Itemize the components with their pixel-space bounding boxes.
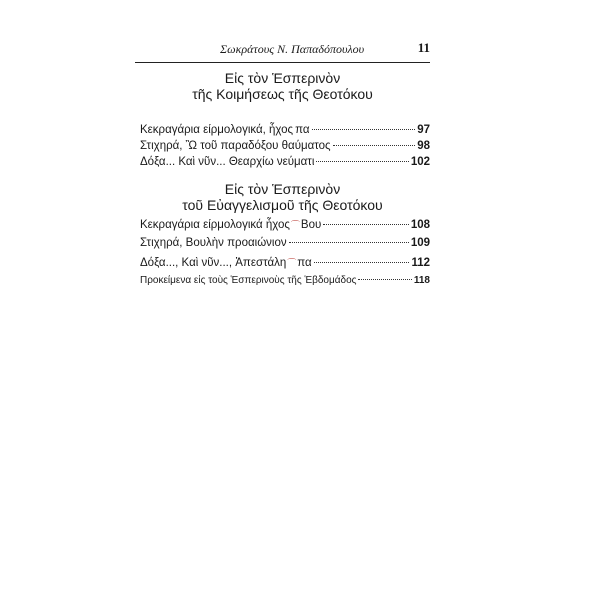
entry-page-number: 102 [410,156,430,168]
dot-leader [333,145,416,146]
dot-leader [316,161,408,162]
toc-entry[interactable] [140,275,430,291]
toc-entry[interactable] [140,237,430,253]
toc-entry[interactable] [140,218,430,234]
dot-leader [289,242,409,243]
section-heading-evangelismos [135,181,430,213]
entry-title: Προκείμενα εἰς τοὺς Ἑσπερινοὺς τῆς Ἑβδομάδος [140,275,357,286]
entry-tail: πα [297,257,312,269]
entry-page-number: 118 [413,275,430,286]
page-number: 11 [417,40,430,55]
entry-page-number: 97 [417,124,430,136]
neume-mark: ⌒ [287,258,297,268]
entry-page-number: 108 [410,219,430,231]
dot-leader [358,279,411,280]
dot-leader [312,129,416,130]
entry-tail: Βου [300,219,322,231]
entry-page-number: 112 [411,257,430,269]
section-heading-line: τῆς Κοιμήσεως τῆς Θεοτόκου [192,86,373,102]
running-title: Σωκράτους Ν. Παπαδόπουλου [220,42,365,56]
section-heading-line: Εἰς τὸν Ἑσπερινὸν [224,181,341,197]
entry-title: Κεκραγάρια είρμολογικά, ἦχος [140,124,294,136]
dot-leader [314,262,410,263]
entry-page-number: 98 [417,140,430,152]
dot-leader [323,224,409,225]
toc-entry[interactable] [140,124,430,140]
toc-entry[interactable] [140,256,430,272]
entry-page-number: 109 [410,237,430,249]
entry-title: Στιχηρά, Βουλὴν προαιώνιον [140,237,287,249]
toc-entry[interactable] [140,140,430,156]
toc-entry[interactable] [140,156,430,172]
page-header [135,34,430,63]
neume-mark: ⌒ [290,220,300,230]
section-heading-line: Εἰς τὸν Ἑσπερινὸν [224,70,341,86]
section-heading-line: τοῦ Εὐαγγελισμοῦ τῆς Θεοτόκου [182,197,383,213]
entry-title: Στιχηρά, Ὢ τοῦ παραδόξου θαύματος [140,140,331,152]
entry-title: Κεκραγάρια είρμολογικά ἦχος [140,219,290,231]
section-heading-koimisis [135,70,430,102]
entry-tail: πα [295,124,310,136]
entry-title: Δόξα... Καὶ νῦν... Θεαρχίω νεύματι [140,156,315,168]
entry-title: Δόξα..., Καὶ νῦν..., Ἀπεστάλη [140,257,287,269]
